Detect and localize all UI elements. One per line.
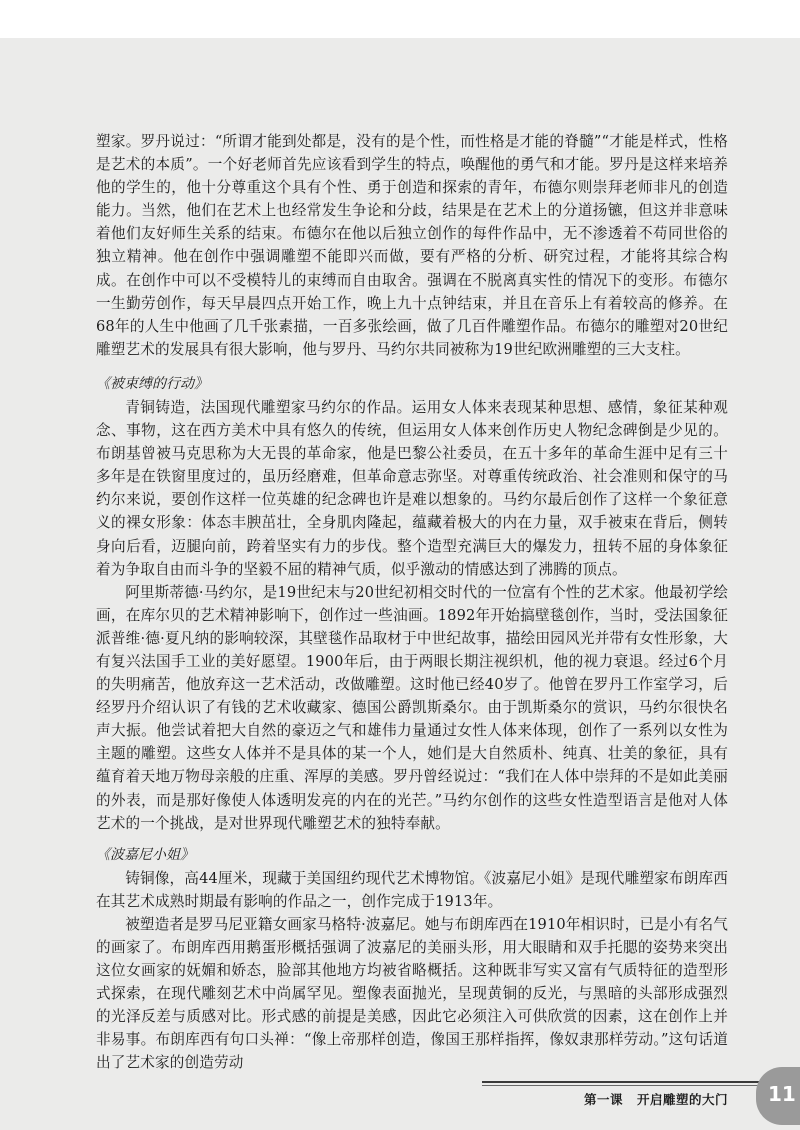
page-number: 11 xyxy=(768,1082,796,1106)
footer-rule-thin xyxy=(482,1085,772,1086)
footer-rule xyxy=(482,1081,772,1083)
paragraph-maillol: 阿里斯蒂德·马约尔，是19世纪末与20世纪初相交时代的一位富有个性的艺术家。他最初学绘画，在库尔贝的艺术精神影响下，创作过一些油画。1892年开始搞壁毯创作，当时，受法国象征派普维·德·夏凡纳的影响较深，其壁毯作品取材于中世纪故事，描绘田园风光并带有女性形象，大有复兴法国手工业的美好愿望。1900年后，由于两眼长期注视织机，他的视力衰退。经过6个月的失明痛苦，他放弃这一艺术活动，改做雕塑。这时他已经40岁了。他曾在罗丹工作室学习，后经罗丹介绍认识了有钱的艺术收藏家、德国公爵凯斯桑尔。由于凯斯桑尔的赏识，马约尔很快名声大振。他尝试着把大自然的豪迈之气和雄伟力量通过女性人体来体现，创作了一系列以女性为主题的雕塑。这些女人体并不是具体的某一个人，她们是大自然质朴、纯真、壮美的象征，具有蕴育着天地万物母亲般的庄重、浑厚的美感。罗丹曾经说过：“我们在人体中崇拜的不是如此美丽的外表，而是那好像使人体透明发亮的内在的光芒。”马约尔创作的这些女性造型语言是他对人体艺术的一个挑战，是对世界现代雕塑艺术的独特奉献。 xyxy=(96,583,728,832)
page-body xyxy=(96,130,728,1075)
paragraph-pogany-intro: 铸铜像，高44厘米，现藏于美国纽约现代艺术博物馆。《波嘉尼小姐》是现代雕塑家布朗库西在其艺术成熟时期最有影响的作品之一，创作完成于1913年。 xyxy=(96,869,728,910)
running-footer xyxy=(584,1090,728,1108)
lesson-label: 第一课 xyxy=(583,1092,623,1107)
book-page xyxy=(0,38,800,1130)
paragraph-pogany-detail: 被塑造者是罗马尼亚籍女画家马格特·波嘉尼。她与布朗库西在1910年相识时，已是小有名气的画家了。布朗库西用鹅蛋形概括强调了波嘉尼的美丽头形，用大眼睛和双手托腮的姿势来突出这位女画家的妩媚和娇态，脸部其他地方均被省略概括。这种既非写实又富有气质特征的造型形式探索，在现代雕刻艺术中尚属罕见。塑像表面抛光，呈现黄铜的反光，与黑暗的头部形成强烈的光泽反差与质感对比。形式感的前提是美感，因此它必须注入可供欣赏的因素，这在创作上并非易事。布朗库西有句口头禅：“像上帝那样创造，像国王那样指挥，像奴隶那样劳动。”这句话道出了艺术家的创造劳动 xyxy=(96,915,728,1072)
page-footer xyxy=(482,1081,800,1121)
paragraph-bound-action: 青铜铸造，法国现代雕塑家马约尔的作品。运用女人体来表现某种思想、感情，象征某种观念、事物，这在西方美术中具有悠久的传统，但运用女人体来创作历史人物纪念碑倒是少见的。布朗基曾被马克思称为大无畏的革命家，他是巴黎公社委员，在五十多年的革命生涯中足有三十多年是在铁窗里度过的，虽历经磨难，但革命意志弥坚。对尊重传统政治、社会准则和保守的马约尔来说，要创作这样一位英雄的纪念碑也许是难以想象的。马约尔最后创作了这样一个象征意义的裸女形象：体态丰腴茁壮，全身肌肉隆起，蕴藏着极大的内在力量，双手被束在背后，侧转身向后看，迈腿向前，跨着坚实有力的步伐。整个造型充满巨大的爆发力，扭转不屈的身体象征着为争取自由而斗争的坚毅不屈的精神气质，似乎激动的情感达到了沸腾的顶点。 xyxy=(96,398,728,578)
paragraph-bourdelle-continued: 塑家。罗丹说过：“所谓才能到处都是，没有的是个性，而性格是才能的脊髓”“才能是样式，性格是艺术的本质”。一个好老师首先应该看到学生的特点，唤醒他的勇气和才能。罗丹是这样来培养他的学生的，他十分尊重这个具有个性、勇于创造和探索的青年，布德尔则崇拜老师非凡的创造能力。当然，他们在艺术上也经常发生争论和分歧，结果是在艺术上的分道扬镳，但这并非意味着他们友好师生关系的结束。布德尔在他以后独立创作的每件作品中，无不渗透着不苟同世俗的独立精神。他在创作中强调雕塑不能即兴而做，要有严格的分析、研究过程，才能将其综合构成。在创作中可以不受模特儿的束缚而自由取舍。强调在不脱离真实性的情况下的变形。布德尔一生勤劳创作，每天早晨四点开始工作，晚上九十点钟结束，并且在音乐上有着较高的修养。在68年的人生中他画了几千张素描，一百多张绘画，做了几百件雕塑作品。布德尔的雕塑对20世纪雕塑艺术的发展具有很大影响，他与罗丹、马约尔共同被称为19世纪欧洲雕塑的三大支柱。 xyxy=(96,133,728,358)
page-number-tab xyxy=(756,1067,800,1125)
section-title-bound-action: 《被束缚的行动》 xyxy=(96,375,208,392)
chapter-title: 开启雕塑的大门 xyxy=(636,1092,728,1107)
section-title-mlle-pogany: 《波嘉尼小姐》 xyxy=(96,846,194,863)
